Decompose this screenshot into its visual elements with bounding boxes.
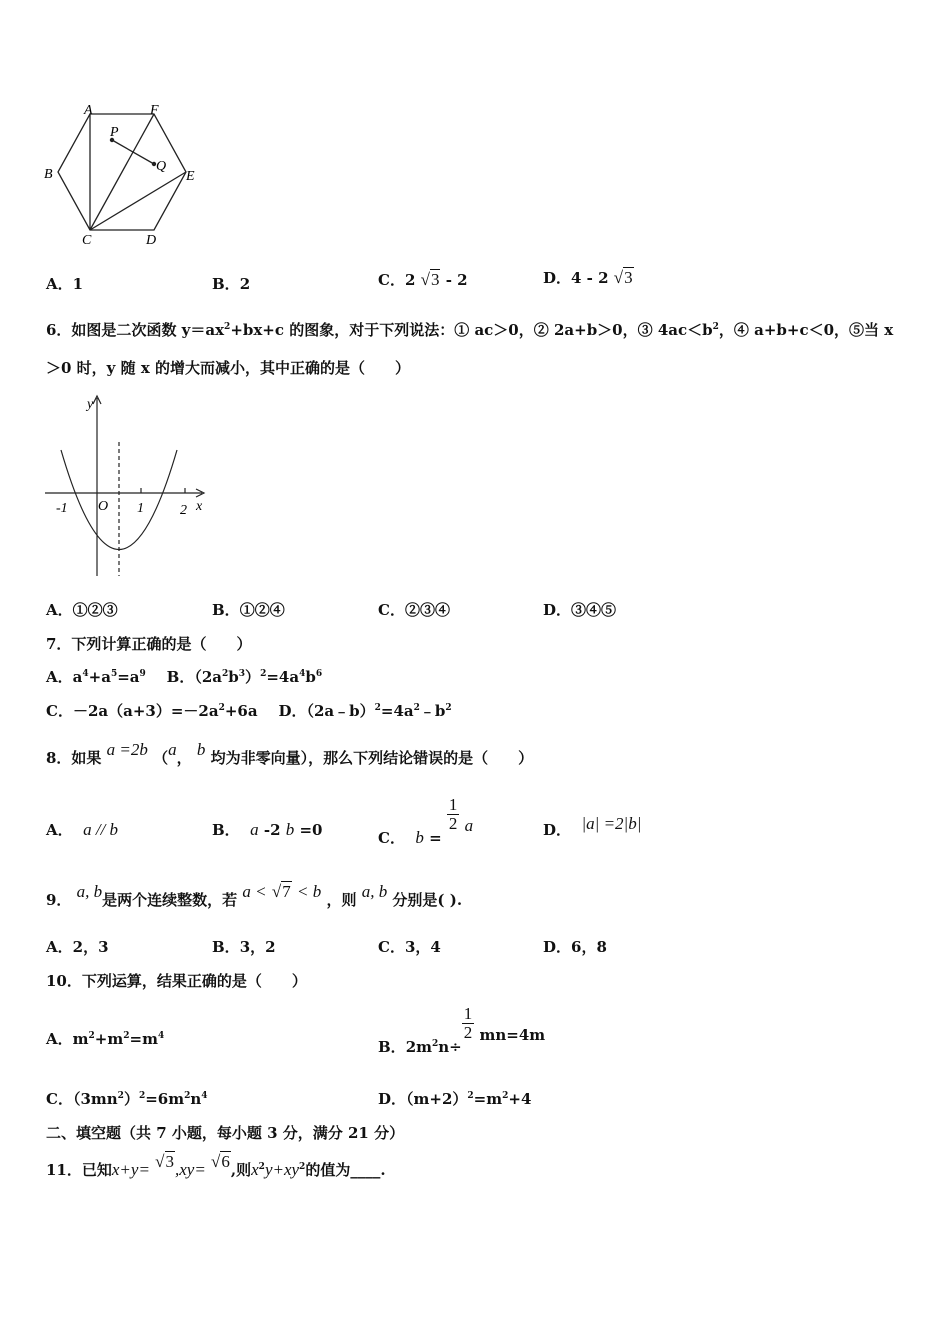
q7-option-b[interactable]: B．$(2a^2b^3)^2=4a^4b^6$ — [166, 668, 323, 686]
label-origin: O — [98, 499, 109, 514]
tick-1: 1 — [137, 501, 144, 516]
q7-option-d[interactable]: D．$(2a﹣b)^2=4a^2﹣b^2$ — [278, 702, 452, 720]
q10-option-d[interactable]: D．$(m+2)^2=m^2+4$ — [378, 1090, 532, 1108]
label-y: y — [87, 397, 94, 412]
hexagon-figure — [40, 100, 210, 250]
q9-stem: 9． a, b是两个连续整数，若 a < √7 < b ，则 a, b 分别是( ). — [46, 882, 463, 909]
sqrt: √6 — [211, 1152, 230, 1171]
label-C: C — [82, 233, 92, 248]
label-F: F — [150, 103, 159, 118]
sqrt: √7 — [271, 882, 291, 901]
q8-stem: 8．如果 a =2b （a， b 均为非零向量），那么下列结论错误的是（ ） — [46, 740, 534, 767]
q6-option-b[interactable]: B．①②④ — [212, 601, 285, 619]
label-B: B — [44, 167, 53, 182]
q7-option-a[interactable]: A．$a^4+a^5=a^9$ — [46, 668, 146, 686]
sqrt: √3 — [420, 270, 440, 289]
section-title: 二、填空题（共 7 小题，每小题 3 分，满分 21 分） — [46, 1124, 405, 1142]
q9-option-b[interactable]: B．3，2 — [212, 938, 276, 956]
q10-stem: 10．下列运算，结果正确的是（ ） — [46, 972, 307, 990]
sqrt: √3 — [155, 1152, 174, 1171]
q10-option-c[interactable]: C．$(3mn^2)^2=6m^2n^4$ — [46, 1090, 208, 1108]
fraction-one-half: $\frac{1}{2}$ — [463, 1004, 473, 1042]
q9-option-d[interactable]: D．6，8 — [543, 938, 607, 956]
q7-options-cd — [46, 701, 452, 721]
q8-option-b[interactable]: B． a -2 b =0 — [212, 820, 323, 839]
tick-neg1: -1 — [56, 501, 68, 516]
label-P: P — [110, 125, 119, 140]
label-Q: Q — [156, 159, 167, 174]
label-E: E — [186, 169, 195, 184]
q11-stem: 11．已知x+y= √3,xy= √6,则$x^2y+xy^2$的值为____. — [46, 1152, 386, 1179]
q6-stem-line2: ＞0 时，y 随 x 的增大而减小，其中正确的是（ ） — [46, 359, 410, 377]
q6-stem-line1: 6．如图是二次函数 $y=ax^2+bx+c$ 的图象，对于下列说法：① ac＞0，② 2a+b＞0，③ $4ac<b^2$，④ a+b+c＜0，⑤当 x — [46, 321, 894, 339]
q8-option-a[interactable]: A． a // b — [46, 820, 119, 839]
q5-option-d[interactable]: D．4 - 2 √3 — [543, 268, 633, 287]
label-x: x — [196, 499, 203, 514]
q6-option-a[interactable]: A．①②③ — [46, 601, 118, 619]
q5-option-a[interactable]: A．1 — [46, 275, 84, 293]
q9-option-c[interactable]: C．3，4 — [378, 938, 441, 956]
q6-option-c[interactable]: C．②③④ — [378, 601, 450, 619]
label-A: A — [84, 103, 93, 118]
q5-option-c[interactable]: C．2 √3 - 2 — [378, 270, 468, 289]
fraction-one-half: $\frac{1}{2}$ — [448, 795, 458, 833]
q6-option-d[interactable]: D．③④⑤ — [543, 601, 617, 619]
q7-option-c[interactable]: C．$-2a(a+3)=-2a^2+6a$ — [46, 702, 258, 720]
tick-2: 2 — [180, 503, 187, 518]
label-D: D — [146, 233, 157, 248]
q9-option-a[interactable]: A．2，3 — [46, 938, 109, 956]
q7-options-ab — [46, 667, 322, 687]
q7-stem: 7．下列计算正确的是（ ） — [46, 635, 252, 653]
q8-option-d[interactable]: D． |a| =2|b| — [543, 814, 642, 839]
q8-option-c[interactable]: C． b = $\frac{1}{2}$ a — [378, 795, 474, 847]
sqrt: √3 — [613, 268, 633, 287]
q10-option-a[interactable]: A．$m^2+m^2=m^4$ — [46, 1030, 165, 1048]
parabola-figure — [40, 392, 215, 582]
q5-option-b[interactable]: B．2 — [212, 275, 251, 293]
q10-option-b[interactable]: B．$2m^2n\div$ $\frac{1}{2}$ mn=4m — [378, 1004, 546, 1056]
